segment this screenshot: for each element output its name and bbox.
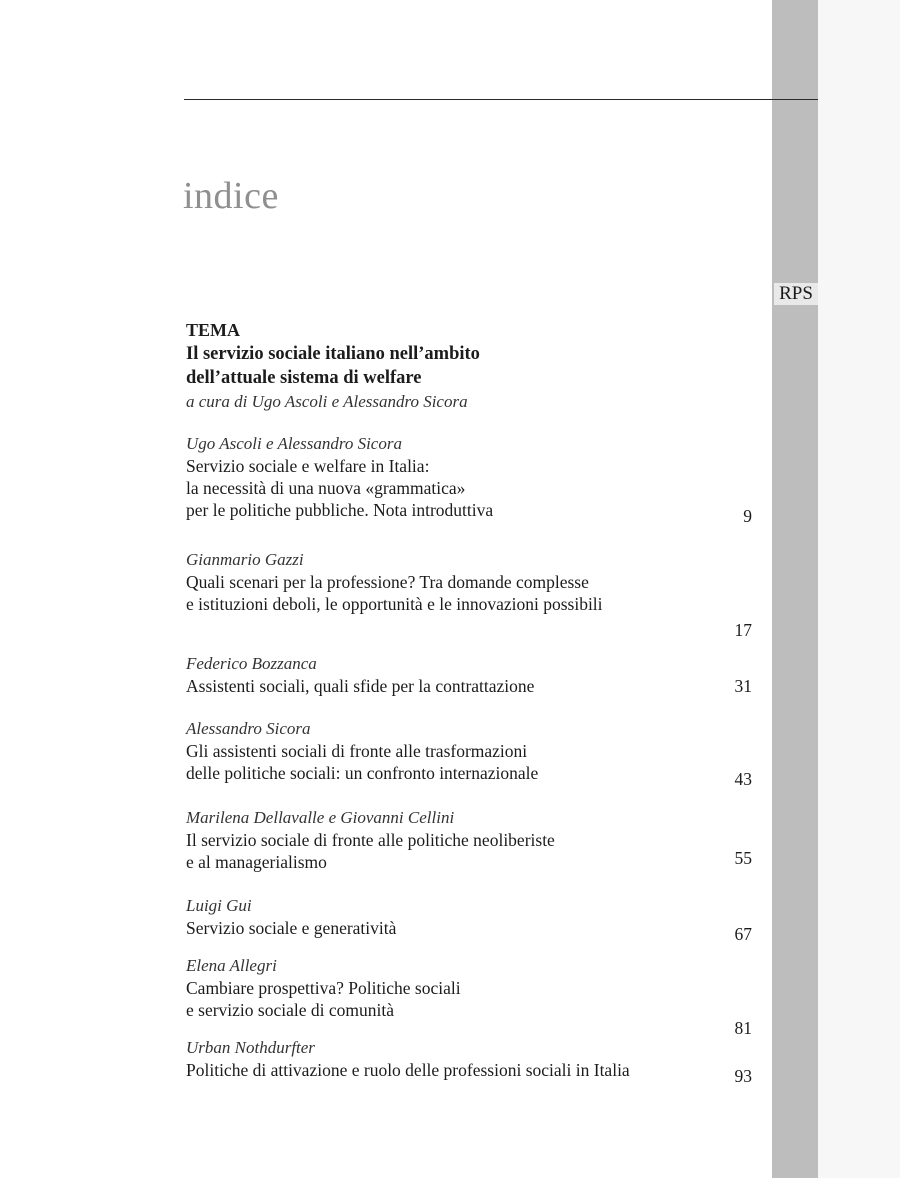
entry-page-number: 67 [734, 924, 752, 944]
toc-entries [186, 433, 752, 1087]
section-kicker: TEMA [186, 320, 240, 340]
entry-title-line: Cambiare prospettiva? Politiche sociali [186, 978, 461, 998]
toc-entry[interactable] [186, 549, 752, 641]
section-curator: a cura di Ugo Ascoli e Alessandro Sicora [186, 392, 468, 411]
entry-title-line: Quali scenari per la professione? Tra domande complesse [186, 572, 589, 592]
entry-title-line: Servizio sociale e welfare in Italia: [186, 456, 430, 476]
toc-entry[interactable] [186, 895, 752, 945]
entry-page-number: 43 [734, 769, 752, 789]
entry-page-number: 9 [743, 506, 752, 526]
entry-page-number: 31 [734, 676, 752, 696]
entry-title-line: e al managerialismo [186, 852, 327, 872]
entry-page-number: 55 [734, 848, 752, 868]
entry-title-line: la necessità di una nuova «grammatica» [186, 478, 466, 498]
entry-title-line: Assistenti sociali, quali sfide per la contrattazione [186, 676, 535, 696]
tema-block [186, 318, 746, 414]
entry-page-number: 93 [734, 1066, 752, 1086]
entry-author: Urban Nothdurfter [186, 1038, 315, 1057]
entry-title-line: Gli assistenti sociali di fronte alle trasformazioni [186, 741, 528, 761]
toc-entry[interactable] [186, 955, 752, 1038]
section-heading-line-1: Il servizio sociale italiano nell’ambito [186, 344, 480, 364]
toc-entry[interactable] [186, 653, 752, 703]
entry-author: Federico Bozzanca [186, 654, 317, 673]
toc-entry[interactable] [186, 433, 752, 541]
entry-title-line: delle politiche sociali: un confronto internazionale [186, 763, 539, 783]
entry-title-line: e servizio sociale di comunità [186, 1000, 394, 1020]
entry-author: Gianmario Gazzi [186, 550, 304, 569]
entry-title-line: per le politiche pubbliche. Nota introduttiva [186, 500, 494, 520]
entry-title-line: Servizio sociale e generatività [186, 918, 397, 938]
entry-author: Ugo Ascoli e Alessandro Sicora [186, 434, 402, 453]
journal-side-strip [772, 0, 818, 1178]
entry-page-number: 81 [734, 1018, 752, 1038]
entry-author: Elena Allegri [186, 956, 277, 975]
entry-title-line: Politiche di attivazione e ruolo delle professioni sociali in Italia [186, 1060, 630, 1080]
journal-tab-label: RPS [774, 283, 818, 305]
toc-entry[interactable] [186, 718, 752, 790]
entry-title-line: Il servizio sociale di fronte alle politiche neoliberiste [186, 830, 555, 850]
entry-author: Marilena Dellavalle e Giovanni Cellini [186, 808, 455, 827]
entry-author: Luigi Gui [186, 896, 252, 915]
header-rule [184, 99, 818, 100]
entry-page-number: 17 [734, 620, 752, 640]
toc-entry[interactable] [186, 1037, 752, 1087]
page-margin-shadow [818, 0, 900, 1178]
page-title: indice [183, 175, 279, 217]
toc-entry[interactable] [186, 807, 752, 879]
entry-title-line: e istituzioni deboli, le opportunità e le innovazioni possibili [186, 594, 603, 614]
section-heading-line-2: dell’attuale sistema di welfare [186, 368, 422, 388]
entry-author: Alessandro Sicora [186, 719, 311, 738]
